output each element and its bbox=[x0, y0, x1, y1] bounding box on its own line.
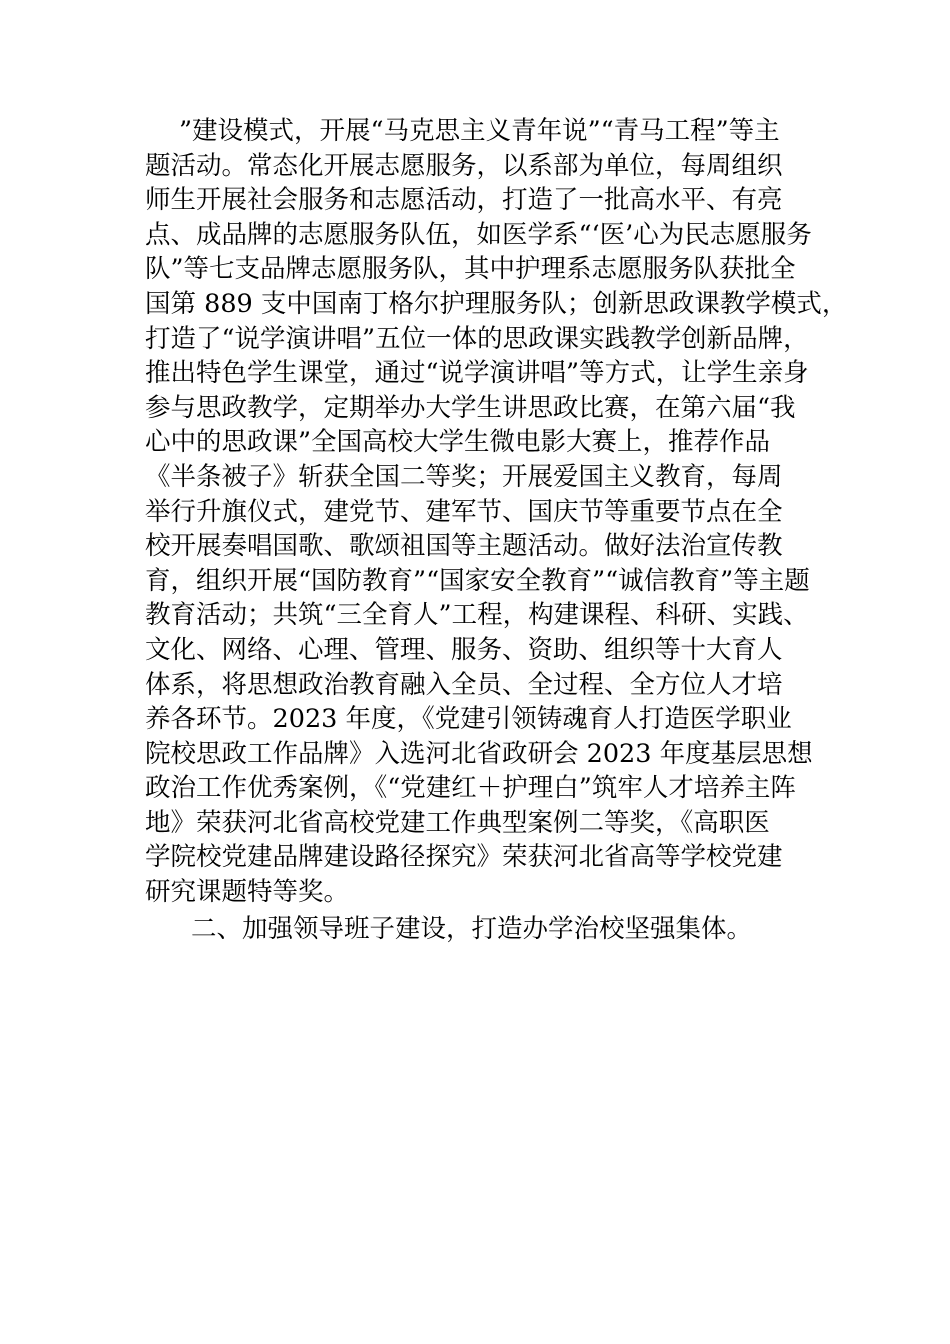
body-text bbox=[145, 114, 848, 946]
text-line: 师生开展社会服务和志愿活动，打造了一批高水平、有亮 bbox=[145, 185, 783, 216]
text-line: 题活动。常态化开展志愿服务，以系部为单位，每周组织 bbox=[145, 150, 783, 181]
text-line: 点、成品牌的志愿服务队伍，如医学系“‘医’心为民志愿服务 bbox=[145, 219, 812, 250]
text-line: 院校思政工作品牌》入选河北省政研会 2023 年度基层思想 bbox=[145, 738, 813, 769]
text-line: 举行升旗仪式，建党节、建军节、国庆节等重要节点在全 bbox=[145, 496, 783, 527]
text-line: 国第 889 支中国南丁格尔护理服务队；创新思政课教学模式， bbox=[145, 288, 848, 319]
text-line: 教育活动；共筑“三全育人”工程，构建课程、科研、实践、 bbox=[145, 600, 809, 631]
text-line: 地》荣获河北省高校党建工作典型案例二等奖，《高职医 bbox=[145, 807, 770, 838]
text-line: 学院校党建品牌建设路径探究》荣获河北省高等学校党建 bbox=[145, 842, 783, 873]
text-line: 育，组织开展“国防教育”“国家安全教育”“诚信教育”等主题 bbox=[145, 565, 810, 596]
section-heading: 二、加强领导班子建设，打造办学治校坚强集体。 bbox=[191, 913, 753, 944]
text-line: 队”等七支品牌志愿服务队，其中护理系志愿服务队获批全 bbox=[145, 254, 796, 285]
text-line: 体系，将思想政治教育融入全员、全过程、全方位人才培 bbox=[145, 669, 783, 700]
text-line: 研究课题特等奖。 bbox=[145, 877, 350, 908]
text-line: 打造了“说学演讲唱”五位一体的思政课实践教学创新品牌， bbox=[145, 323, 809, 354]
text-line: 文化、网络、心理、管理、服务、资助、组织等十大育人 bbox=[145, 634, 783, 665]
text-line: 校开展奏唱国歌、歌颂祖国等主题活动。做好法治宣传教 bbox=[145, 531, 783, 562]
text-line: 心中的思政课”全国高校大学生微电影大赛上，推荐作品 bbox=[145, 427, 771, 458]
text-line: 政治工作优秀案例，《“党建红＋护理白”筑牢人才培养主阵 bbox=[145, 773, 796, 804]
text-line: 参与思政教学，定期举办大学生讲思政比赛，在第六届“我 bbox=[145, 392, 796, 423]
text-line: 《半条被子》斩获全国二等奖；开展爱国主义教育，每周 bbox=[145, 461, 783, 492]
text-line: 推出特色学生课堂，通过“说学演讲唱”等方式，让学生亲身 bbox=[145, 358, 809, 389]
text-line: ”建设模式，开展“马克思主义青年说”“青马工程”等主 bbox=[179, 116, 780, 146]
text-line: 养各环节。2023 年度，《党建引领铸魂育人打造医学职业 bbox=[145, 704, 792, 735]
